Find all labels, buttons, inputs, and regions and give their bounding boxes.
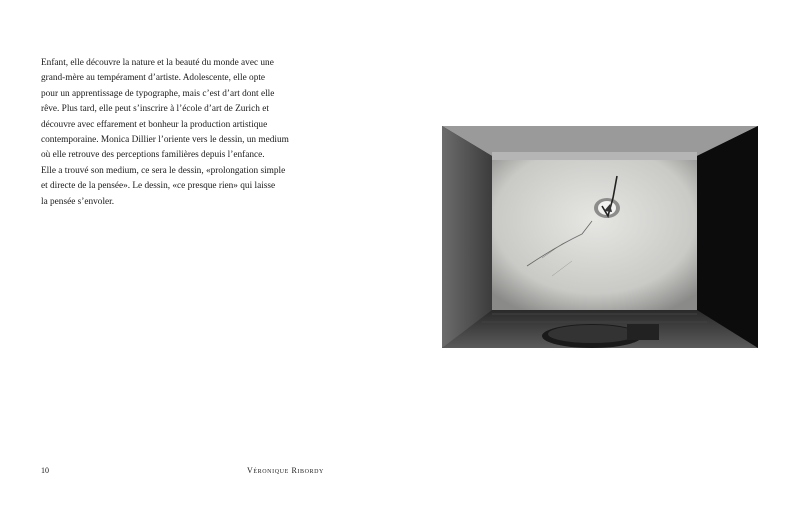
installation-photograph — [442, 126, 758, 348]
body-paragraph: Enfant, elle découvre la nature et la beauté du monde avec une grand-mère au tempérament d’artiste. Adolescente, elle opte pour un apprentissage de typographe, mais c’est d’art dont elle rêve. Plus tard, elle peut s’inscrire à l’école d’art de Zurich et découvre avec effarement et bonheur la production artistique contemporaine. Monica Dillier l’oriente vers le dessin, un medium où elle retrouve des perceptions familières depuis l’enfance. Elle a trouvé son medium, ce sera le dessin, «prolongation simple et directe de la pensée». Le dessin, «ce presque rien» qui laisse la pensée s’envoler. — [41, 58, 289, 207]
installation-photograph-icon — [442, 126, 758, 348]
page-number: 10 — [41, 466, 49, 475]
running-head-author: Véronique Ribordy — [247, 466, 324, 475]
